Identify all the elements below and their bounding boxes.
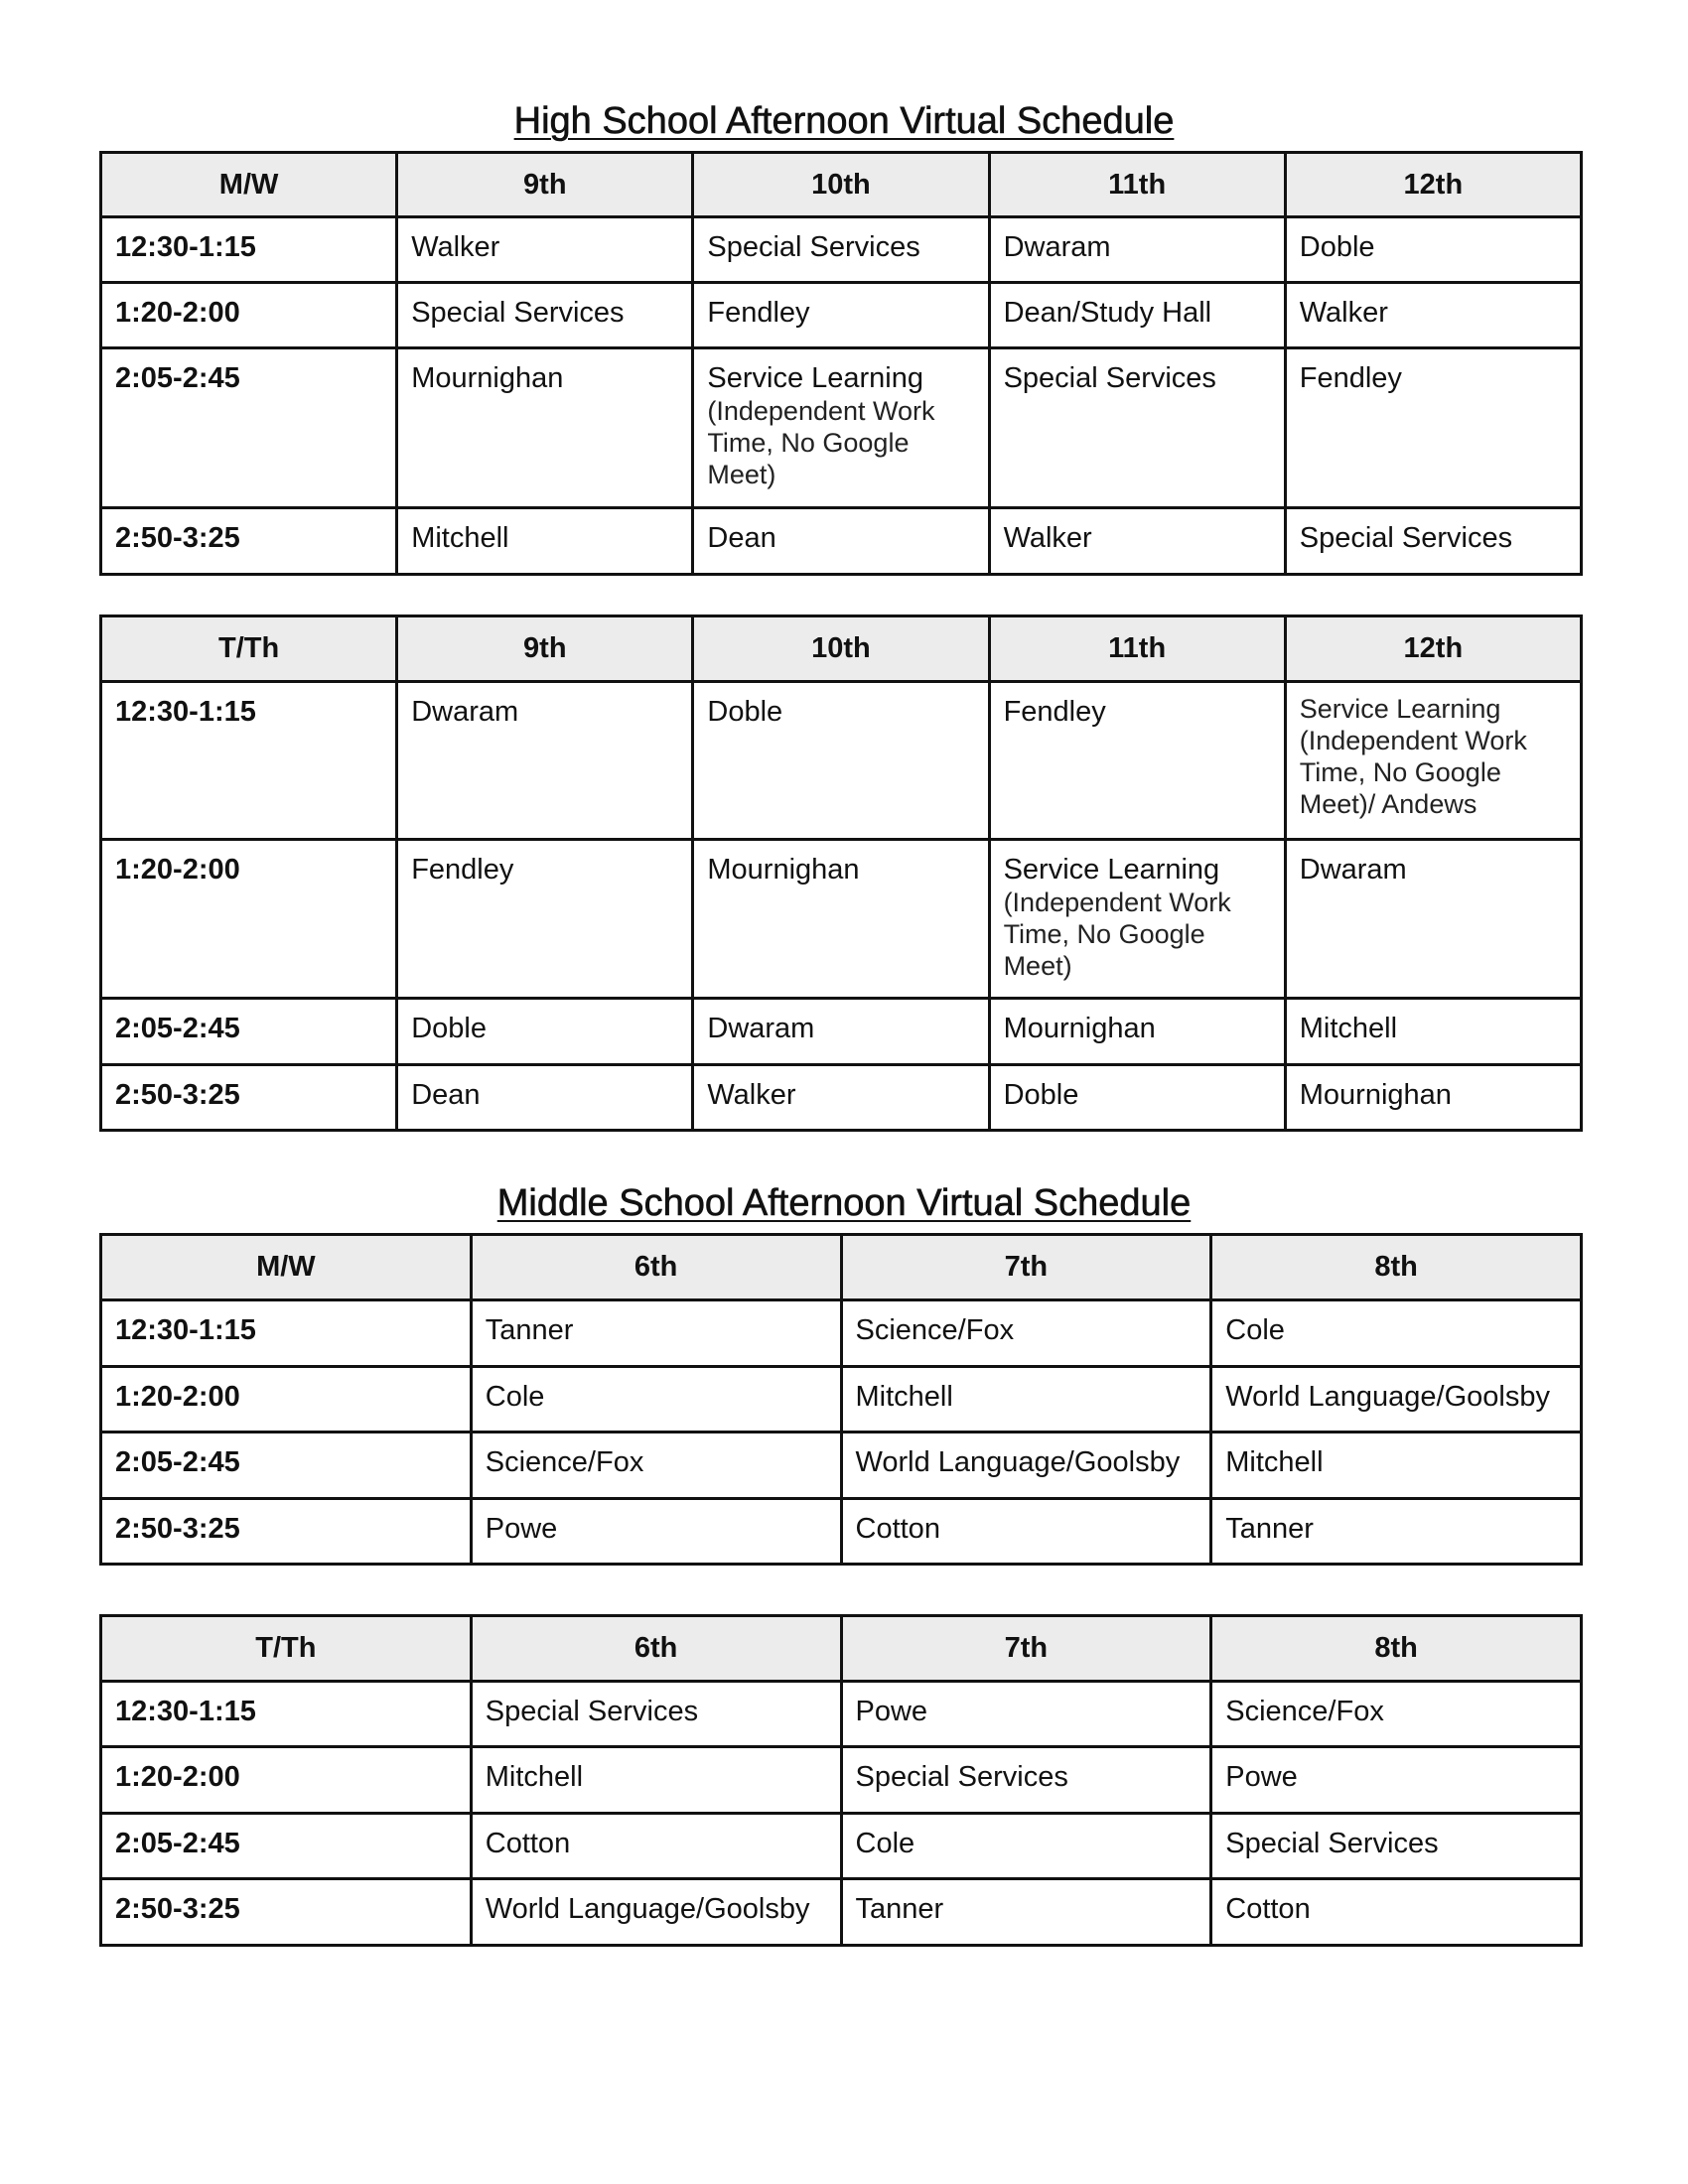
schedule-cell: Special Services [397,283,693,348]
table-row [101,840,1582,999]
time-cell: 12:30-1:15 [101,1682,472,1747]
schedule-cell: Special Services [1211,1814,1582,1879]
schedule-cell: Dean [397,1065,693,1131]
column-header: 9th [397,616,693,682]
schedule-cell: Doble [989,1065,1285,1131]
schedule-cell: Science/Fox [841,1300,1211,1367]
time-cell: 2:05-2:45 [101,348,397,508]
schedule-cell: Powe [841,1682,1211,1747]
high-school-title: High School Afternoon Virtual Schedule [513,100,1175,142]
schedule-cell: World Language/Goolsby [841,1433,1211,1499]
column-header: M/W [101,1235,472,1300]
table-row [101,1499,1582,1565]
schedule-cell: Mournighan [397,348,693,508]
column-header: 12th [1285,616,1581,682]
table-row [101,508,1582,575]
schedule-cell: Mitchell [471,1747,841,1814]
schedule-cell: World Language/Goolsby [1211,1367,1582,1433]
schedule-cell: Mitchell [397,508,693,575]
cell-note: (Independent Work Time, No Google Meet) [1003,887,1231,981]
schedule-cell: Dean/Study Hall [989,283,1285,348]
schedule-cell: Tanner [471,1300,841,1367]
schedule-cell: Cole [1211,1300,1582,1367]
table-header-row [101,1616,1582,1682]
time-cell: 12:30-1:15 [101,217,397,283]
schedule-cell: Walker [1285,283,1581,348]
schedule-cell: Dwaram [989,217,1285,283]
table-row [101,1065,1582,1131]
time-cell: 2:50-3:25 [101,1499,472,1565]
schedule-cell: Mitchell [1211,1433,1582,1499]
time-cell: 2:05-2:45 [101,1433,472,1499]
time-cell: 12:30-1:15 [101,682,397,840]
column-header: T/Th [101,616,397,682]
schedule-cell: Cotton [841,1499,1211,1565]
column-header: 11th [989,153,1285,217]
table-row [101,682,1582,840]
table-header-row [101,153,1582,217]
time-cell: 12:30-1:15 [101,1300,472,1367]
schedule-cell: Powe [471,1499,841,1565]
schedule-cell: Cole [471,1367,841,1433]
column-header: 10th [693,616,989,682]
schedule-cell: Mournighan [989,999,1285,1065]
schedule-cell: Mournighan [693,840,989,999]
schedule-cell: Service Learning (Independent Work Time, No Google Meet) [989,840,1285,999]
schedule-cell: Special Services [471,1682,841,1747]
column-header: 8th [1211,1616,1582,1682]
schedule-cell: Special Services [841,1747,1211,1814]
hs-mw-table [99,151,1583,576]
schedule-cell: Cotton [1211,1879,1582,1946]
schedule-cell: Special Services [1285,508,1581,575]
schedule-cell: Dean [693,508,989,575]
column-header: 7th [841,1235,1211,1300]
table-row [101,217,1582,283]
time-cell: 2:50-3:25 [101,508,397,575]
schedule-cell: Mournighan [1285,1065,1581,1131]
table-row [101,999,1582,1065]
table-row [101,1814,1582,1879]
column-header: 6th [471,1235,841,1300]
schedule-cell: Science/Fox [1211,1682,1582,1747]
time-cell: 1:20-2:00 [101,283,397,348]
table-row [101,1747,1582,1814]
hs-tth-table [99,614,1583,1132]
schedule-cell: Science/Fox [471,1433,841,1499]
column-header: 6th [471,1616,841,1682]
time-cell: 2:50-3:25 [101,1879,472,1946]
time-cell: 1:20-2:00 [101,1747,472,1814]
schedule-cell: Special Services [989,348,1285,508]
schedule-cell: Cotton [471,1814,841,1879]
schedule-cell: Fendley [1285,348,1581,508]
schedule-cell: Dwaram [1285,840,1581,999]
column-header: 11th [989,616,1285,682]
schedule-cell: Doble [693,682,989,840]
column-header: 9th [397,153,693,217]
schedule-cell: Tanner [1211,1499,1582,1565]
time-cell: 2:05-2:45 [101,999,397,1065]
column-header: 12th [1285,153,1581,217]
time-cell: 2:05-2:45 [101,1814,472,1879]
ms-tth-table [99,1614,1583,1947]
table-header-row [101,1235,1582,1300]
schedule-cell: Tanner [841,1879,1211,1946]
table-row [101,348,1582,508]
column-header: 8th [1211,1235,1582,1300]
table-row [101,283,1582,348]
schedule-cell: Special Services [693,217,989,283]
schedule-cell: Walker [397,217,693,283]
schedule-cell: Mitchell [1285,999,1581,1065]
column-header: T/Th [101,1616,472,1682]
table-row [101,1433,1582,1499]
table-row [101,1879,1582,1946]
time-cell: 1:20-2:00 [101,840,397,999]
column-header: 10th [693,153,989,217]
table-row [101,1367,1582,1433]
table-row [101,1682,1582,1747]
schedule-cell: Cole [841,1814,1211,1879]
schedule-cell: Dwaram [693,999,989,1065]
time-cell: 1:20-2:00 [101,1367,472,1433]
schedule-cell: Fendley [693,283,989,348]
schedule-cell: Fendley [397,840,693,999]
cell-note: (Independent Work Time, No Google Meet) [707,396,935,489]
schedule-cell: Walker [693,1065,989,1131]
schedule-cell: Dwaram [397,682,693,840]
table-header-row [101,616,1582,682]
schedule-cell: Walker [989,508,1285,575]
time-cell: 2:50-3:25 [101,1065,397,1131]
column-header: M/W [101,153,397,217]
schedule-cell: Powe [1211,1747,1582,1814]
schedule-cell: Service Learning (Independent Work Time, No Google Meet) [693,348,989,508]
column-header: 7th [841,1616,1211,1682]
schedule-cell: Doble [397,999,693,1065]
ms-mw-table [99,1233,1583,1566]
schedule-cell: World Language/Goolsby [471,1879,841,1946]
schedule-cell: Fendley [989,682,1285,840]
schedule-cell: Service Learning (Independent Work Time, No Google Meet)/ Andews [1285,682,1581,840]
schedule-cell: Doble [1285,217,1581,283]
schedule-cell: Mitchell [841,1367,1211,1433]
middle-school-title: Middle School Afternoon Virtual Schedule [496,1182,1192,1224]
table-row [101,1300,1582,1367]
